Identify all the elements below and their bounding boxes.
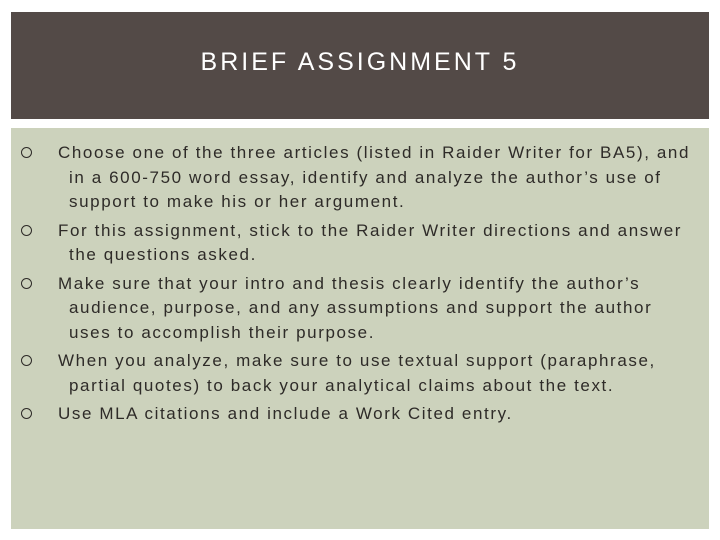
list-item <box>49 141 697 215</box>
bullet-list <box>49 141 697 431</box>
content-box <box>11 128 709 529</box>
list-item <box>49 272 697 346</box>
list-item <box>49 349 697 398</box>
bullet-text: Use MLA citations and include a Work Cited entry. <box>58 404 513 423</box>
bullet-circle-icon <box>21 147 32 158</box>
bullet-text: Choose one of the three articles (listed in Raider Writer for BA5), and in a 600-750 word essay, identify and analyze the author’s use of support to make his or her argument. <box>58 143 691 211</box>
title-bar <box>11 12 709 119</box>
bullet-text: When you analyze, make sure to use textual support (paraphrase, partial quotes) to back your analytical claims about the text. <box>58 351 656 395</box>
bullet-circle-icon <box>21 408 32 419</box>
list-item <box>49 219 697 268</box>
bullet-circle-icon <box>21 278 32 289</box>
bullet-text: For this assignment, stick to the Raider Writer directions and answer the questions asked. <box>58 220 683 264</box>
bullet-circle-icon <box>21 225 32 236</box>
bullet-text: Make sure that your intro and thesis clearly identify the author’s audience, purpose, and any assumptions and support the author uses to accomplish their purpose. <box>58 273 653 342</box>
slide-title: BRIEF ASSIGNMENT 5 <box>200 48 520 76</box>
list-item <box>49 402 697 427</box>
bullet-circle-icon <box>21 355 32 366</box>
